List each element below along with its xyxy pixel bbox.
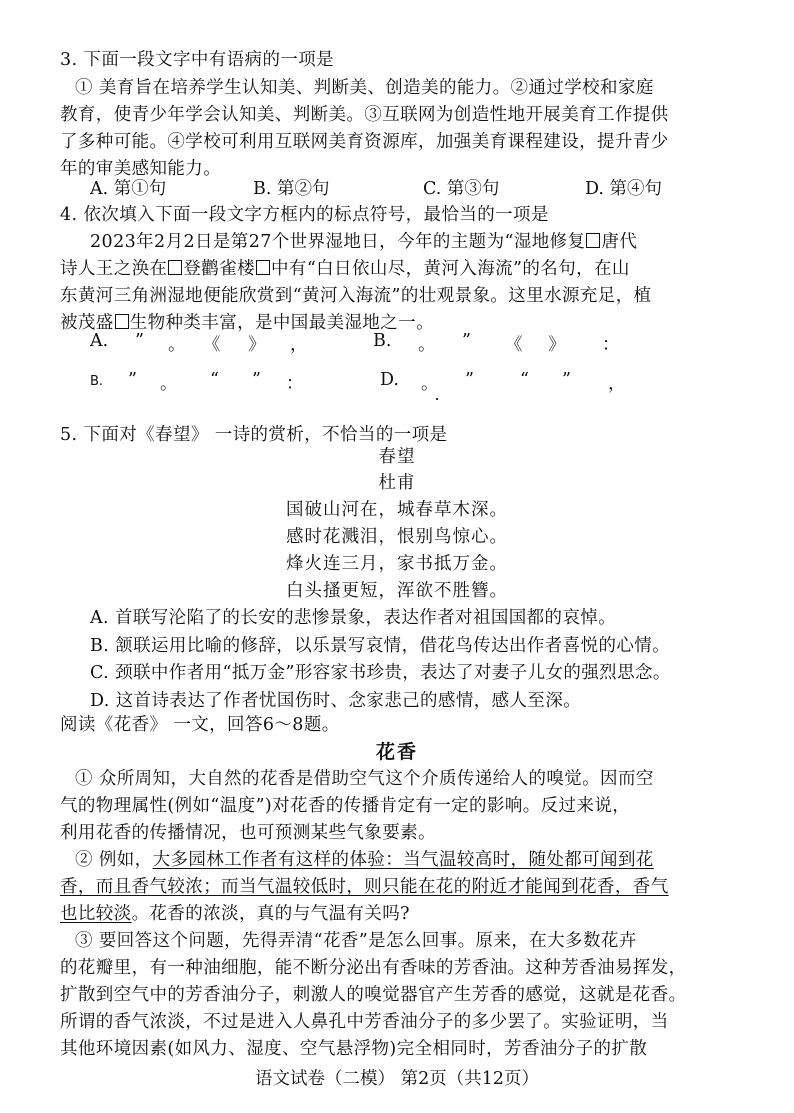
q5-option-a: A. 首联写沦陷了的长安的悲惨景象，表达作者对祖国国都的哀悼。 [90, 608, 617, 628]
q3-stem: 3. 下面一段文字中有语病的一项是 [60, 50, 335, 70]
para1-line-1: ① 众所周知，大自然的花香是借助空气这个介质传递给人的嗅觉。因而空 [75, 769, 654, 789]
blank-box [115, 314, 129, 329]
q4-para-line-1: 2023年2月2日是第27个世界湿地日，今年的主题为“湿地修复 唐代 [90, 232, 638, 252]
q4-option-d-mark: ” [562, 370, 571, 390]
poem-author: 杜甫 [378, 473, 416, 493]
poem-line: 感时花溅泪，恨别鸟惊心。 [286, 527, 508, 547]
q5-stem: 5. 下面对《春望》 一诗的赏析，不恰当的一项是 [60, 425, 448, 445]
q3-line-2: 教育，使青少年学会认知美、判断美。③互联网为创造性地开展美育工作提供 [60, 105, 669, 125]
q3-option-c: C. 第③句 [423, 179, 500, 199]
q4-option-b2-mark: ” [252, 370, 261, 390]
q4-option-d-mark: “ [520, 370, 529, 390]
q4-option-a-label: A. [90, 331, 109, 351]
para3-line-2: 的花瓣里，有一种油细胞，能不断分泌出有香味的芳香油。这种芳香油易挥发， [60, 958, 687, 978]
poem-line: 白头搔更短，浑欲不胜簪。 [286, 581, 508, 601]
q4-option-b-mark: 》 [548, 335, 566, 355]
q5-option-d: D. 这首诗表达了作者忧国伤时、念家悲己的感情，感人至深。 [90, 691, 582, 711]
para2-line-2 [60, 873, 669, 898]
q3-option-d: D. 第④句 [585, 179, 663, 199]
q4-para-line-2: 诗人王之涣在 登鹳雀楼 中有“白日依山尽，黄河入海流”的名句，在山 [60, 259, 630, 279]
q4-option-b-mark: 《 [505, 335, 523, 355]
para3-line-1: ③ 要回答这个问题，先得弄清“花香”是怎么回事。原来，在大多数花卉 [75, 931, 637, 951]
q4-option-a-mark: ， [290, 335, 308, 355]
q3-line-3: 了多种可能。④学校可利用互联网美育资源库，加强美育课程建设，提升青少 [60, 132, 669, 152]
poem-line: 国破山河在，城春草木深。 [286, 500, 508, 520]
underlined-text: 香，而且香气较浓；而当气温较低时，则只能在花的附近才能闻到花香，香气 [60, 877, 669, 897]
q4-para-line-3: 东黄河三角洲湿地便能欣赏到“黄河入海流”的壮观景象。这里水源充足，植 [60, 286, 652, 306]
q3-line-1: ① 美育旨在培养学生认知美、判断美、创造美的能力。②通过学校和家庭 [75, 78, 654, 98]
q4-option-a-mark: 。 [168, 335, 186, 355]
para3-line-4: 所谓的香气浓淡，不过是进入人鼻孔中芳香油分子的多少罢了。实验证明，当 [60, 1012, 669, 1032]
q5-option-b: B. 颔联运用比喻的修辞，以乐景写哀情，借花鸟传达出作者喜悦的心情。 [90, 636, 671, 656]
para1-line-2: 气的物理属性(例如“温度”)对花香的传播肯定有一定的影响。反过来说， [60, 796, 631, 816]
q4-option-d-mark: ” [465, 370, 474, 390]
q4-option-b-mark: 。 [418, 335, 436, 355]
reading-intro: 阅读《花香》 一文，回答6～8题。 [60, 715, 340, 735]
poem-line: 烽火连三月，家书抵万金。 [286, 554, 508, 574]
q4-option-b-mark: ： [602, 335, 620, 355]
q4-option-a-mark: ” [135, 331, 144, 351]
q4-option-b2-mark: ” [128, 370, 137, 390]
para1-line-3: 利用花香的传播情况，也可预测某些气象要素。 [60, 823, 436, 843]
blank-box [168, 260, 182, 275]
article-title: 花香 [375, 741, 418, 763]
blank-box [586, 233, 600, 248]
q4-option-b-mark: ” [462, 331, 471, 351]
q4-para-line-4: 被茂盛 生物种类丰富，是中国最美湿地之一。 [60, 313, 435, 333]
para2-line-1: ② 例如，大多园林工作者有这样的体验：当气温较高时，随处都可闻到花 [75, 850, 654, 870]
para3-line-5: 其他环境因素(如风力、湿度、空气悬浮物)完全相同时，芳香油分子的扩散 [60, 1039, 648, 1059]
q4-option-d-mark: ， [608, 374, 626, 394]
q3-option-b: B. 第②句 [253, 179, 330, 199]
page-footer: 语文试卷（二模） 第2页（共12页） [255, 1069, 539, 1089]
q3-option-a: A. 第①句 [90, 179, 167, 199]
q4-option-b2-mark: 。 [160, 374, 178, 394]
q3-line-4: 年的审美感知能力。 [60, 159, 222, 179]
blank-box [256, 260, 270, 275]
q4-option-a-mark: 》 [248, 335, 266, 355]
q4-option-a-mark: 《 [203, 335, 221, 355]
q4-stem: 4. 依次填入下面一段文字方框内的标点符号，最恰当的一项是 [60, 205, 549, 225]
q4-option-b2-mark: ： [286, 374, 304, 394]
q4-option-d-label: D. [380, 370, 399, 390]
underlined-text: 也比较淡 [60, 904, 132, 924]
q5-option-c: C. 颈联中作者用“抵万金”形容家书珍贵，表达了对妻子儿女的强烈思念。 [90, 663, 671, 683]
q4-option-b2-label: B. [90, 374, 104, 389]
q4-option-d-mark: 。 [421, 374, 439, 394]
underlined-text: 大多园林工作者有这样的体验：当气温较高时，随处都可闻到花 [152, 850, 654, 870]
para2-line-3: 也比较淡。花香的浓淡，真的与气温有关吗? [60, 904, 410, 924]
q4-option-b2-mark: “ [210, 370, 219, 390]
stray-dot [436, 398, 438, 400]
para3-line-3: 扩散到空气中的芳香油分子，刺激人的嗅觉器官产生芳香的感觉，这就是花香。 [60, 985, 687, 1005]
q4-option-b-label: B. [373, 331, 392, 351]
poem-title: 春望 [378, 447, 416, 467]
